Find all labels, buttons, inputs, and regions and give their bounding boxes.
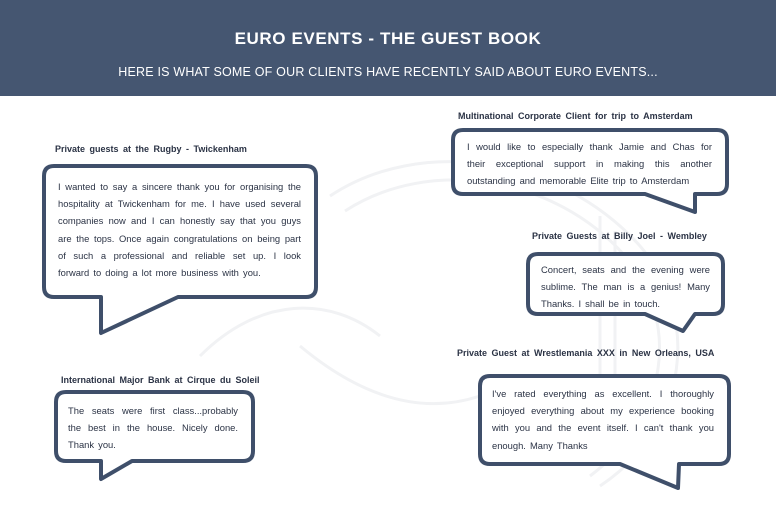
testimonial-1-text: I wanted to say a sincere thank you for organising the hospitality at Twickenham for me. I have used several companies now and I can honestly say that you guys are the tops. Once again congratulations on being part of such a professional and reliable set up. I look forward to doing a lot more business with you. [58,181,301,279]
testimonial-3-text: Concert, seats and the evening were sublime. The man is a genius! Many Thanks. I shall be in touch. [541,264,710,310]
testimonial-5-caption: Private Guest at Wrestlemania XXX in New Orleans, USA [457,348,715,358]
testimonial-1-caption: Private guests at the Rugby - Twickenham [55,144,247,154]
testimonial-2-caption: Multinational Corporate Client for trip to Amsterdam [458,111,693,121]
testimonial-2-text: I would like to especially thank Jamie and Chas for their exceptional support in making this another outstanding and memorable Elite trip to Amsterdam [467,141,712,187]
testimonial-5-text: I've rated everything as excellent. I thoroughly enjoyed everything about my experience booking with you and the event itself. I can't thank you enough. Many Thanks [492,388,714,451]
testimonial-3-caption: Private Guests at Billy Joel - Wembley [532,231,707,241]
page-title: EURO EVENTS - THE GUEST BOOK [234,29,542,48]
testimonial-4-text: The seats were first class...probably the best in the house. Nicely done. Thank you. [68,405,238,451]
page-subtitle: HERE IS WHAT SOME OF OUR CLIENTS HAVE RECENTLY SAID ABOUT EURO EVENTS... [118,65,658,79]
testimonial-4-caption: International Major Bank at Cirque du Soleil [61,375,260,385]
